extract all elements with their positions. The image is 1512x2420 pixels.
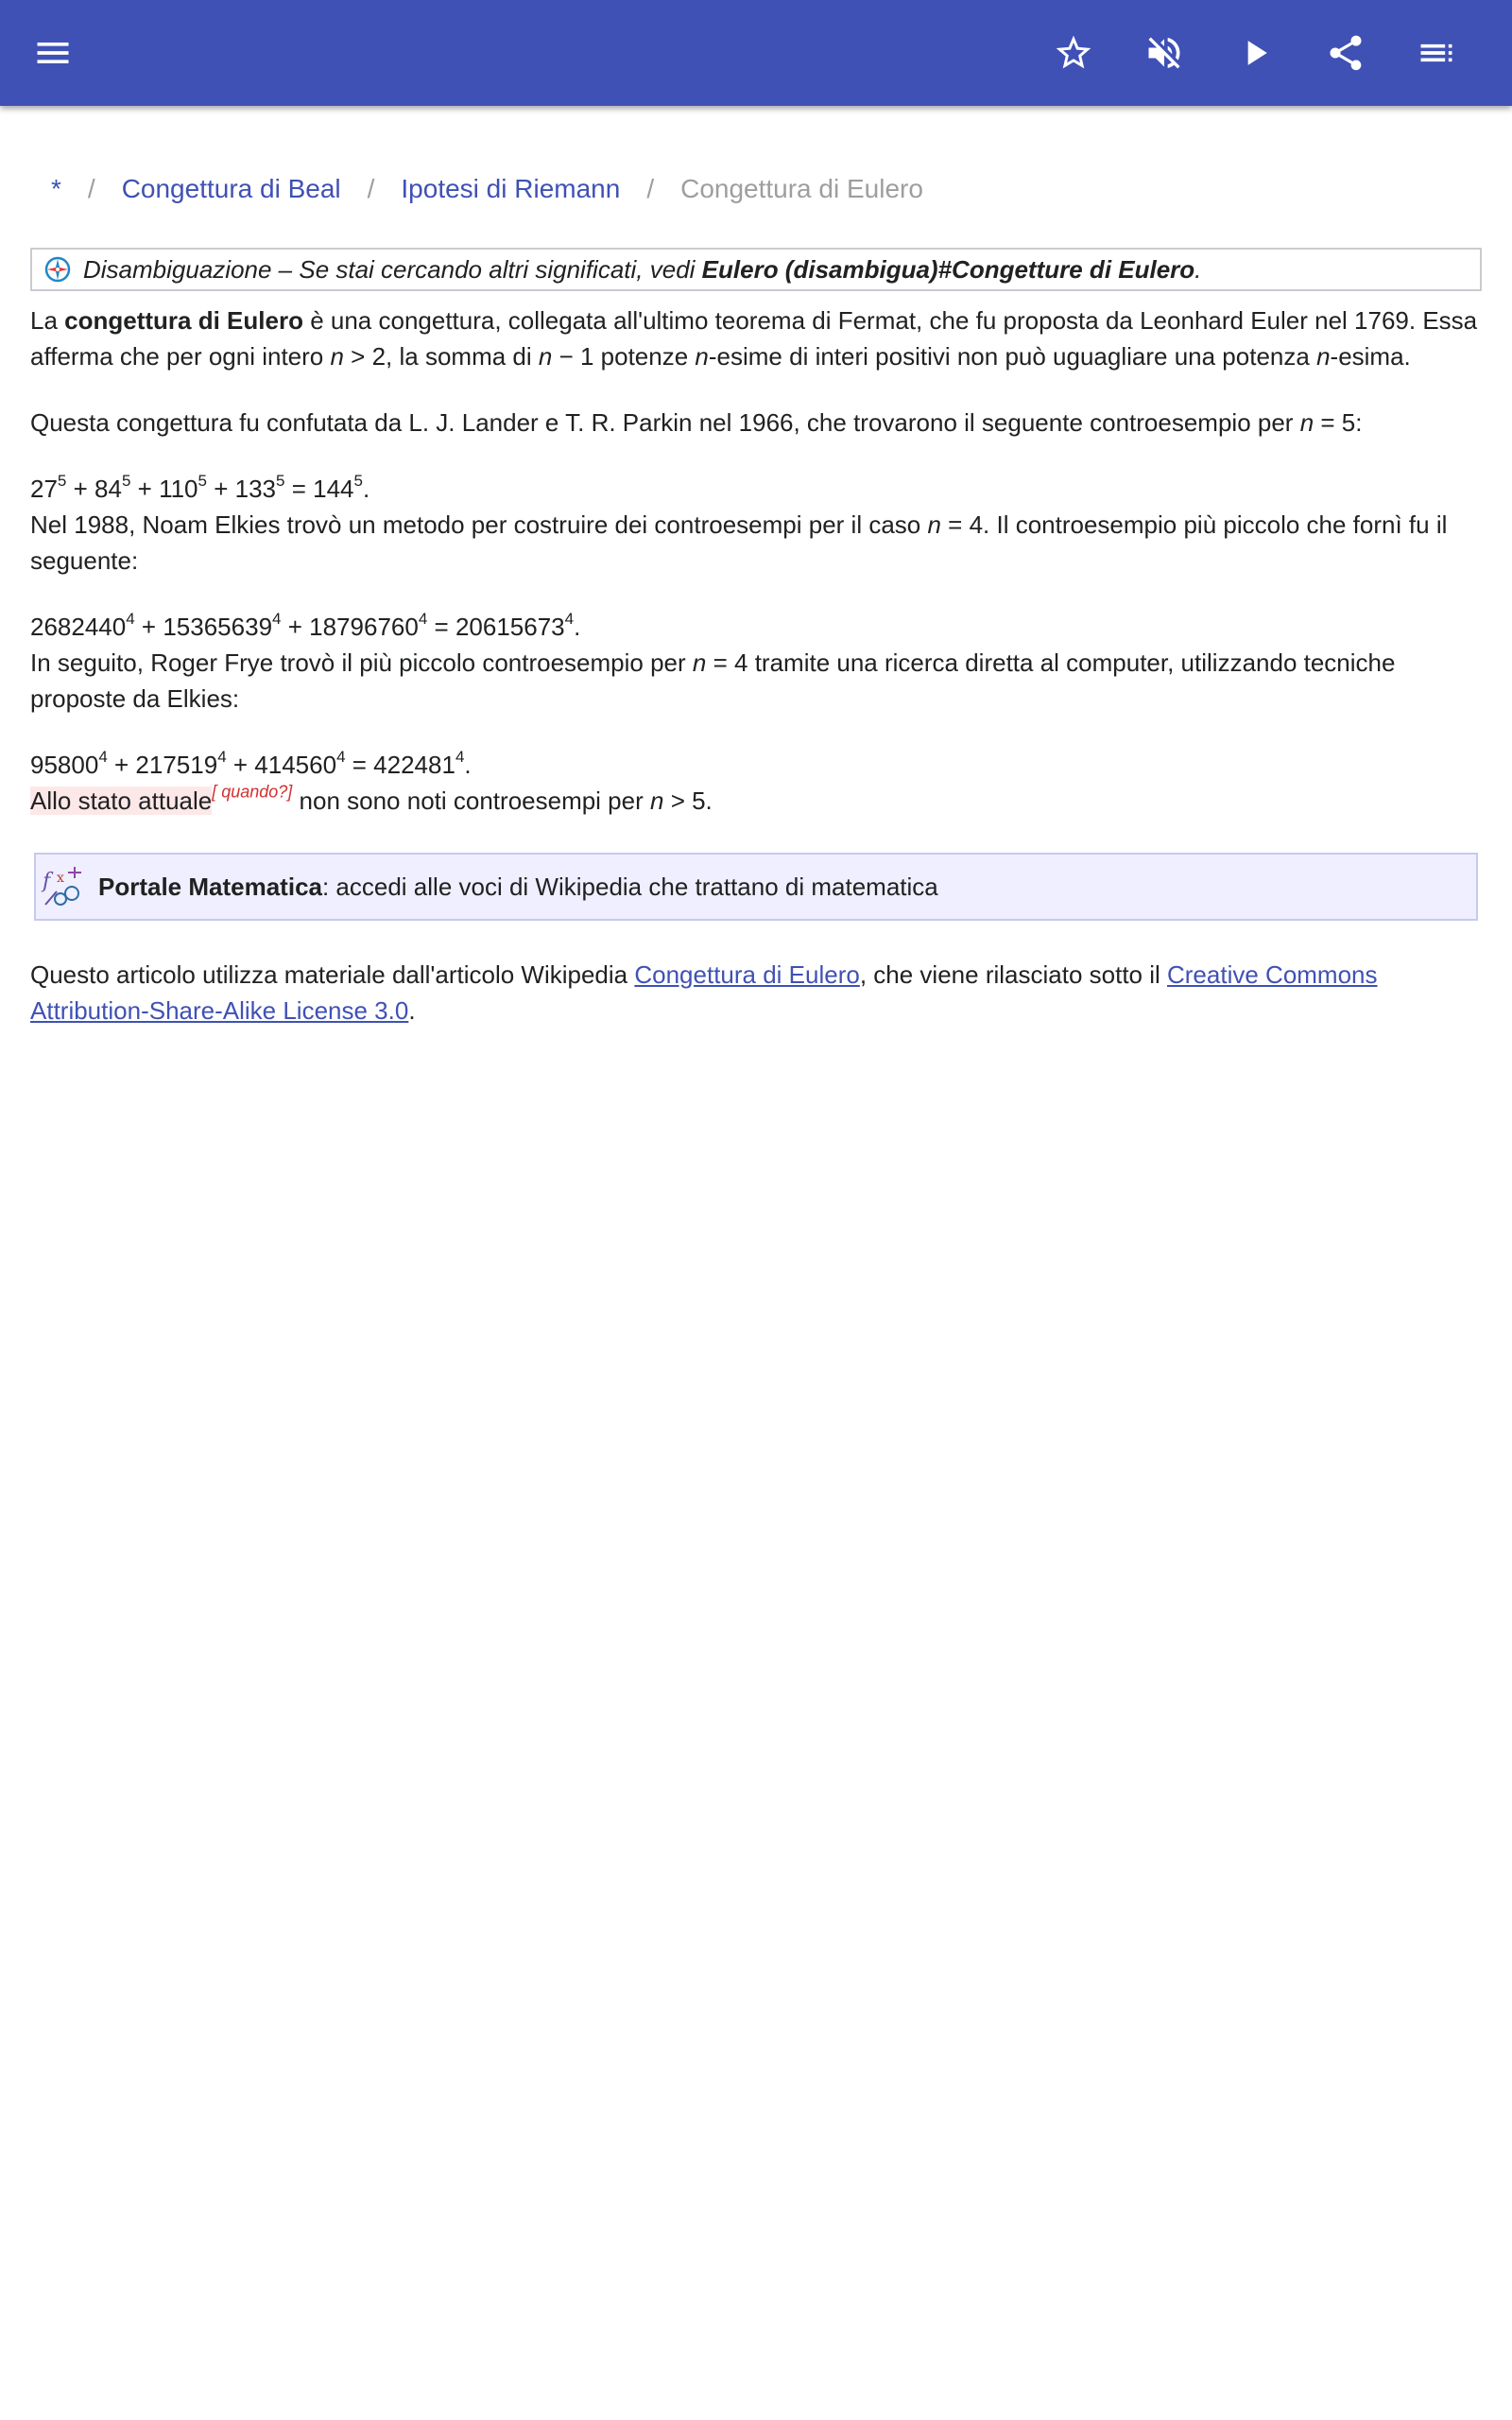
license-link[interactable]: Creative Commons Attribution-Share-Alike License 3.0 [30, 960, 1378, 1025]
equation-lander-parkin: $27^5 + 84^5 + 110^5 + 133^5 = 144^5$. [30, 472, 370, 503]
breadcrumb-separator: / [367, 174, 375, 203]
breadcrumb-home[interactable]: * [51, 174, 61, 203]
app-bar [0, 0, 1512, 106]
portal-box[interactable] [34, 853, 1478, 921]
play-button[interactable] [1228, 26, 1281, 79]
play-icon [1234, 32, 1276, 74]
table-of-contents-button[interactable] [1410, 26, 1463, 79]
current-state-paragraph: Allo stato attuale[ quando?] non sono noti controesempi per n > 5. [30, 782, 713, 815]
disambiguation-prefix: Disambiguazione – Se stai cercando altri significati, vedi [83, 254, 702, 284]
share-button[interactable] [1319, 26, 1372, 79]
equation-elkies: $2682440^4 + 15365639^4 + 18796760^4 = 20615673^4$. [30, 610, 581, 641]
disambiguation-compass-icon [43, 255, 72, 284]
citation-needed-link[interactable]: [ quando?] [212, 782, 293, 802]
disambiguation-text [83, 255, 1201, 285]
equation-frye: $95800^4 + 217519^4 + 414560^4 = 422481^4$. [30, 748, 472, 779]
svg-text:x: x [57, 871, 64, 886]
citation-needed-highlight: Allo stato attuale [30, 786, 213, 815]
disambiguation-link[interactable]: Eulero (disambigua)#Congetture di Eulero [701, 254, 1195, 284]
license-paragraph: Questo articolo utilizza materiale dall'articolo Wikipedia Congettura di Eulero, che viene rilasciato sotto il Creative Commons Attribution-Share-Alike License 3.0. [30, 960, 1378, 1025]
bookmark-button[interactable] [1047, 26, 1100, 79]
breadcrumb-current: Congettura di Eulero [680, 174, 923, 203]
disambiguation-box [30, 248, 1482, 291]
breadcrumb-item-beal[interactable]: Congettura di Beal [121, 174, 341, 203]
source-article-link[interactable]: Congettura di Eulero [634, 960, 860, 989]
math-portal-icon [40, 863, 87, 910]
mute-button[interactable] [1138, 26, 1191, 79]
confutation-paragraph: Questa congettura fu confutata da L. J. Lander e T. R. Parkin nel 1966, che trovarono il seguente controesempio per n = 5: [30, 408, 1363, 437]
menu-icon [32, 32, 74, 74]
breadcrumb-separator: / [646, 174, 655, 203]
playlist-icon [1416, 32, 1457, 74]
breadcrumb-separator: / [87, 174, 95, 203]
menu-button[interactable] [26, 26, 79, 79]
frye-paragraph: In seguito, Roger Frye trovò il più piccolo controesempio per n = 4 tramite una ricerca diretta al computer, utilizzando tecniche proposte da Elkies: [30, 648, 1396, 713]
portal-description: : accedi alle voci di Wikipedia che trattano di matematica [321, 872, 938, 901]
breadcrumb [30, 168, 1482, 210]
article-content [30, 106, 1482, 1028]
article-subject: congettura di Eulero [64, 306, 303, 335]
portal-title[interactable]: Portale Matematica [98, 872, 322, 901]
star-outline-icon [1053, 32, 1094, 74]
svg-text:f: f [43, 870, 51, 893]
breadcrumb-item-riemann[interactable]: Ipotesi di Riemann [401, 174, 621, 203]
share-icon [1325, 32, 1366, 74]
elkies-paragraph: Nel 1988, Noam Elkies trovò un metodo per costruire dei controesempi per il caso n = 4. Il controesempio più piccolo che fornì fu il seguente: [30, 510, 1448, 575]
disambiguation-suffix: . [1194, 254, 1202, 284]
volume-off-icon [1143, 32, 1185, 74]
intro-paragraph: La congettura di Eulero è una congettura, collegata all'ultimo teorema di Fermat, che fu proposta da Leonhard Euler nel 1769. Essa afferma che per ogni intero n > 2, la somma di n − 1 potenze n-esime di interi positivi non può uguagliare una potenza n-esima. [30, 306, 1478, 371]
